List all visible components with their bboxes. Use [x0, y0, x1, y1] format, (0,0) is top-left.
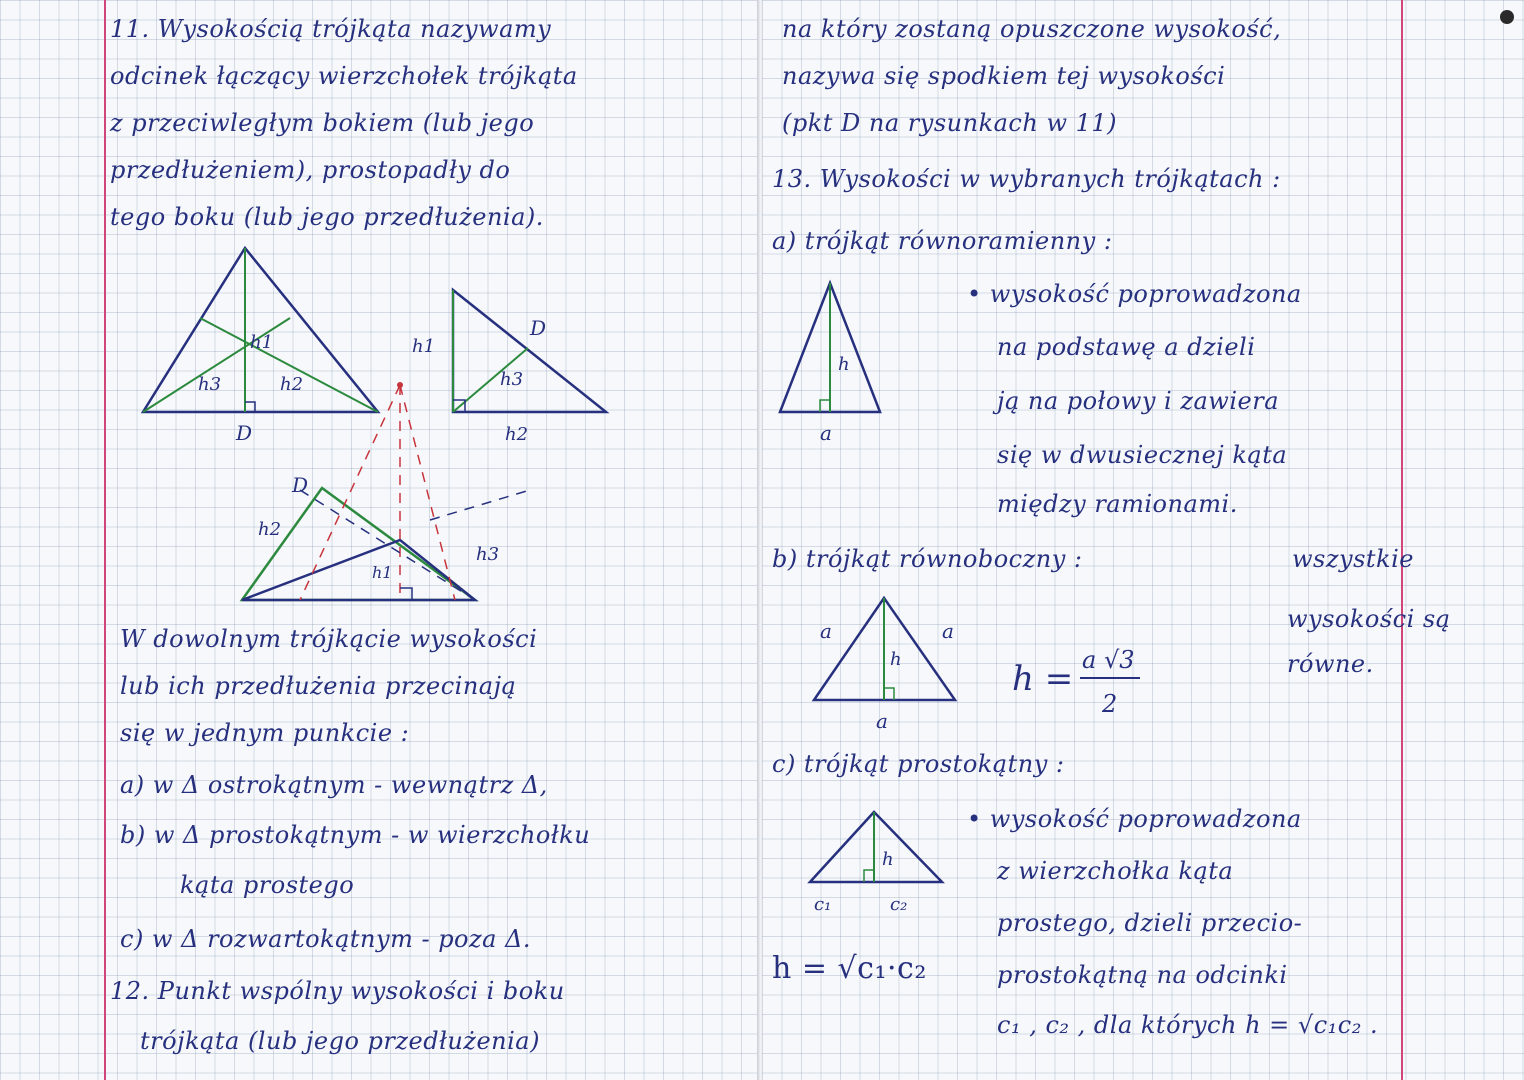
intersect-line-6: kąta prostego: [180, 871, 355, 899]
fig2-h2: h2: [505, 424, 529, 445]
formula-equilateral: [1012, 646, 1140, 718]
intersect-line-2: lub ich przedłużenia przecinają: [120, 672, 517, 700]
sec13c-title: c) trójkąt prostokątny :: [772, 750, 1065, 778]
sec11-line-2: odcinek łączący wierzchołek trójkąta: [110, 62, 578, 90]
sec11-line-4: przedłużeniem), prostopadły do: [110, 156, 511, 184]
fig-c-h: h: [882, 849, 894, 870]
sec13a-line-3: ją na połowy i zawiera: [997, 387, 1280, 415]
sec12-cont-line-3: (pkt D na rysunkach w 11): [782, 109, 1118, 137]
sec13c-line-1: • wysokość poprowadzona: [967, 805, 1302, 833]
intersect-line-5: b) w Δ prostokątnym - w wierzchołku: [120, 821, 591, 849]
fig2-h1: h1: [412, 336, 436, 357]
formula-c: h = √c₁·c₂: [772, 951, 927, 986]
fig-obtuse-triangle: [242, 382, 530, 600]
fig3-h1: h1: [372, 563, 393, 582]
sec13b-text-2: wysokości są: [1287, 605, 1451, 633]
intersect-line-1: W dowolnym trójkącie wysokości: [120, 625, 538, 653]
fig-isosceles-triangle: [780, 283, 880, 445]
intersect-line-7: c) w Δ rozwartokątnym - poza Δ.: [120, 925, 532, 953]
sec12-line-1: 12. Punkt wspólny wysokości i boku: [110, 977, 565, 1005]
fig2-D: D: [530, 316, 547, 340]
formula-b-lhs: h =: [1012, 659, 1074, 699]
sec13a-line-5: między ramionami.: [997, 490, 1238, 518]
sec11-line-1: 11. Wysokością trójkąta nazywamy: [110, 15, 552, 43]
sec13c-line-3: prostego, dzieli przecio-: [997, 909, 1303, 937]
intersect-line-4: a) w Δ ostrokątnym - wewnątrz Δ,: [120, 771, 548, 799]
fig3-D: D: [292, 473, 309, 497]
sec13-title: 13. Wysokości w wybranych trójkątach :: [772, 165, 1281, 193]
fig1-h1: h1: [250, 332, 274, 353]
fig1-h3: h3: [198, 374, 222, 395]
sec13c-line-4: prostokątną na odcinki: [997, 961, 1288, 989]
sec13a-title: a) trójkąt równoramienny :: [772, 227, 1113, 255]
intersect-line-3: się w jednym punkcie :: [120, 719, 410, 747]
fig-b-h: h: [890, 649, 902, 670]
sec13b-text-1: wszystkie: [1292, 545, 1414, 573]
sec13c-line-2: z wierzchołka kąta: [997, 857, 1234, 885]
sec13b-title: b) trójkąt równoboczny :: [772, 545, 1083, 573]
notebook-page-right: [762, 0, 1524, 1080]
fig-c-c2: c₂: [890, 894, 908, 915]
fig-right-triangle: [412, 290, 606, 445]
sec13a-line-4: się w dwusiecznej kąta: [997, 441, 1288, 469]
fig-right-isosceles-triangle: [810, 812, 942, 915]
fig3-h2: h2: [258, 519, 282, 540]
sec13a-line-1: • wysokość poprowadzona: [967, 280, 1302, 308]
fig-b-side-right: a: [942, 619, 954, 643]
fig-c-c1: c₁: [814, 894, 832, 915]
fig3-h3: h3: [476, 544, 500, 565]
fig-equilateral-triangle: [814, 598, 955, 733]
fig1-h2: h2: [280, 374, 304, 395]
fig-b-base: a: [876, 709, 888, 733]
sec13a-line-2: na podstawę a dzieli: [997, 333, 1256, 361]
fig-b-side-left: a: [820, 619, 832, 643]
fig-a-h: h: [838, 354, 850, 375]
fig1-D: D: [236, 421, 253, 445]
fig2-h3: h3: [500, 369, 524, 390]
sec12-line-2: trójkąta (lub jego przedłużenia): [140, 1027, 540, 1055]
altitude-figures: [0, 0, 760, 1080]
sec13b-text-3: równe.: [1287, 650, 1374, 678]
formula-b-numerator: a √3: [1082, 646, 1135, 674]
sec11-line-3: z przeciwległym bokiem (lub jego: [110, 109, 535, 137]
sec13c-line-5: c₁ , c₂ , dla których h = √c₁c₂ .: [997, 1011, 1379, 1039]
sec11-line-5: tego boku (lub jego przedłużenia).: [110, 203, 544, 231]
sec12-cont-line-2: nazywa się spodkiem tej wysokości: [782, 62, 1226, 90]
fig-a-base: a: [820, 421, 832, 445]
fig-acute-triangle: [143, 248, 378, 445]
formula-b-denominator: 2: [1102, 690, 1118, 718]
notebook-page-left: [0, 0, 760, 1080]
sec12-cont-line-1: na który zostaną opuszczone wysokość,: [782, 15, 1282, 43]
